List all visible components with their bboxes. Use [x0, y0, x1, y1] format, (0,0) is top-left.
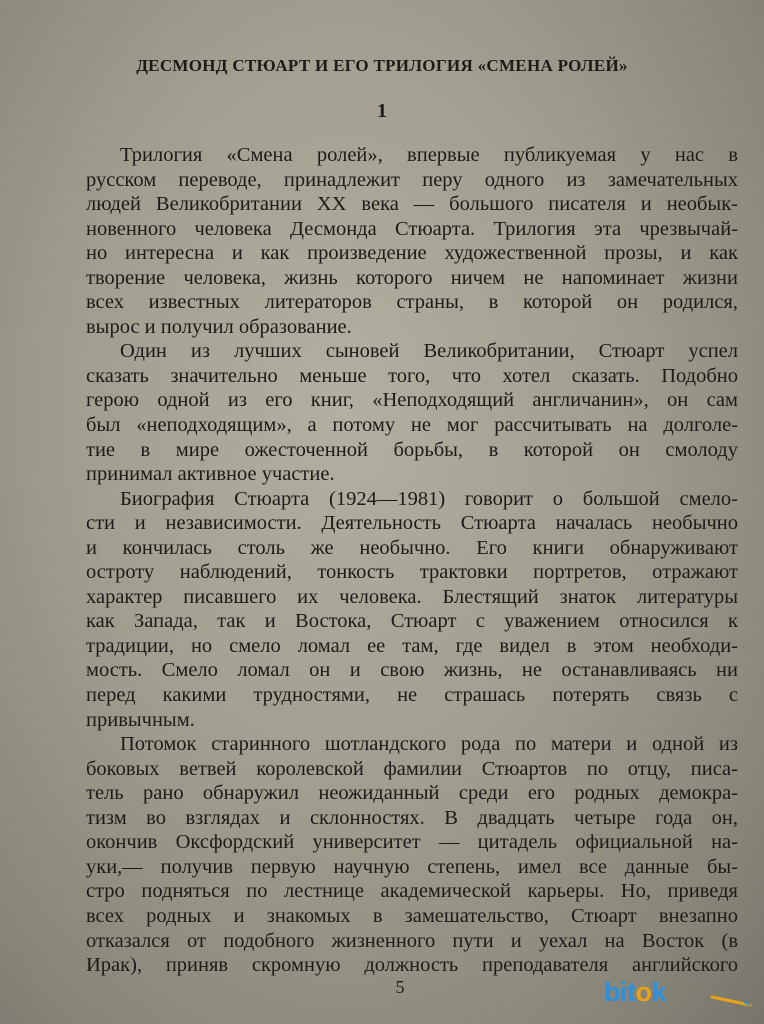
- chapter-number: 1: [377, 100, 387, 122]
- text-line: традиции, но смело ломал ее там, где видел в этом необходи-: [86, 634, 738, 657]
- text-line: боковых ветвей королевской фамилии Стюартов по отцу, писа-: [86, 757, 738, 780]
- text-line: всех известных литераторов страны, в которой он родился,: [86, 291, 738, 314]
- text-line: тие в мире ожесточенной борьбы, в которой он смолоду: [86, 438, 738, 461]
- watermark-logo: [604, 975, 754, 1015]
- text-line: мость. Смело ломал он и свою жизнь, не останавливаясь ни: [86, 659, 738, 682]
- text-line: перед какими трудностями, не страшась потерять связь с: [86, 684, 738, 707]
- text-line: тизм во взглядах и склонностях. В двадцать четыре года он,: [86, 806, 738, 829]
- text-line: Трилогия «Смена ролей», впервые публикуемая у нас в: [120, 144, 738, 166]
- text-line: но интересна и как произведение художественной прозы, и как: [86, 242, 738, 265]
- text-line: стро подняться по лестнице академической карьеры. Но, приведя: [86, 880, 738, 903]
- text-line: остроту наблюдений, тонкость трактовки портретов, отражают: [86, 561, 738, 584]
- text-line: всех родных и знакомых в замешательство, Стюарт внезапно: [86, 904, 738, 927]
- text-line: творение человека, жизнь которого ничем не напоминает жизни: [86, 266, 738, 289]
- text-line: герою одной из его книг, «Неподходящий англичанин», он сам: [86, 389, 738, 412]
- body-text: [86, 143, 738, 978]
- text-line: сказать значительно меньше того, что хотел сказать. Подобно: [86, 364, 738, 387]
- text-line: как Запада, так и Востока, Стюарт с уважением относился к: [86, 610, 738, 633]
- text-line: русском переводе, принадлежит перу одного из замечательных: [86, 168, 738, 191]
- text-line: был «неподходящим», а потому не мог рассчитывать на долголе-: [86, 414, 738, 437]
- text-line: отказался от подобного жизненного пути и уехал на Восток (в: [86, 929, 738, 952]
- page-number: 5: [395, 977, 405, 997]
- text-line: привычным.: [86, 708, 195, 731]
- watermark-text: bitok: [604, 977, 667, 1007]
- text-line: Один из лучших сыновей Великобритании, Стюарт успел: [120, 340, 738, 363]
- text-line: Потомок старинного шотландского рода по матери и одной из: [120, 733, 738, 756]
- text-line: Ирак), приняв скромную должность преподавателя английского: [86, 954, 738, 977]
- text-line: Биография Стюарта (1924—1981) говорит о большой смело-: [120, 487, 738, 510]
- text-line: уки,— получив первую научную степень, имел все данные бы-: [86, 855, 738, 878]
- text-line: и кончилась столь же необычно. Его книги обнаруживают: [86, 536, 738, 559]
- text-line: характер писавшего их человека. Блестящий знаток литературы: [86, 585, 738, 608]
- text-line: окончив Оксфордский университет — цитадель официальной на-: [86, 831, 738, 854]
- text-line: принимал активное участие.: [86, 463, 335, 486]
- text-line: тель рано обнаружил неожиданный среди его родных демокра-: [86, 782, 738, 805]
- page-heading: ДЕСМОНД СТЮАРТ И ЕГО ТРИЛОГИЯ «СМЕНА РОЛЕЙ»: [136, 56, 628, 75]
- text-line: вырос и получил образование.: [86, 315, 352, 338]
- text-line: сти и независимости. Деятельность Стюарта началась необычно: [86, 512, 738, 535]
- text-line: людей Великобритании XX века — большого писателя и необык-: [86, 193, 738, 216]
- text-line: новенного человека Десмонда Стюарта. Трилогия эта чрезвычай-: [86, 217, 738, 240]
- pen-icon: [604, 975, 754, 1015]
